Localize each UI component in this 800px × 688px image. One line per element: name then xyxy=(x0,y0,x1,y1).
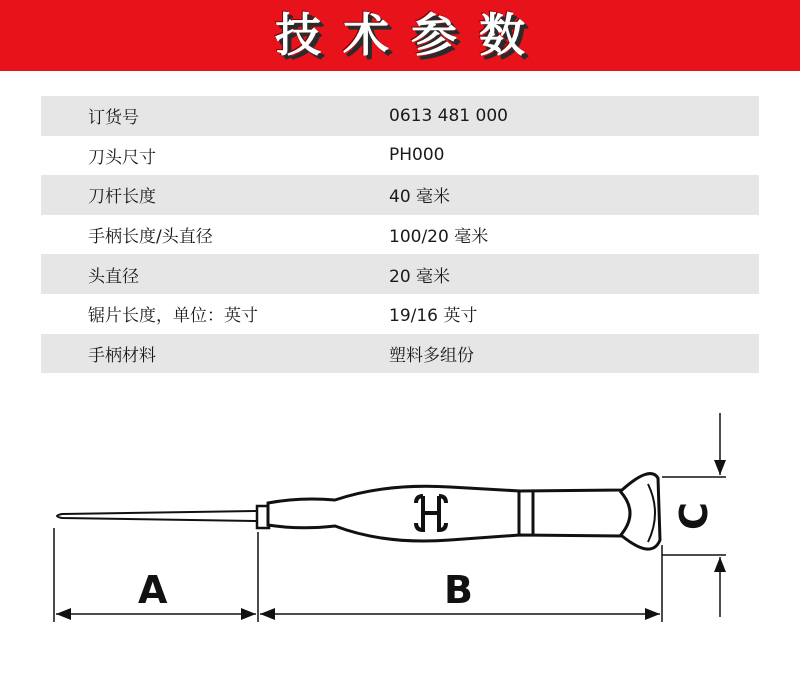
spec-label: 手柄材料 xyxy=(88,345,156,366)
spec-value: 40 毫米 xyxy=(389,187,451,208)
dimension-a-label: A xyxy=(138,568,168,612)
spec-label: 订货号 xyxy=(88,108,139,129)
spec-label: 刀杆长度 xyxy=(88,187,156,208)
spec-value: 19/16 英寸 xyxy=(389,306,478,327)
spec-value: 100/20 毫米 xyxy=(389,227,489,248)
spec-value: 20 毫米 xyxy=(389,266,451,287)
screwdriver-handle xyxy=(268,474,660,550)
dimension-b-label: B xyxy=(444,568,473,612)
spec-value: 塑料多组份 xyxy=(389,345,474,366)
dimension-c-label: C xyxy=(671,502,716,530)
screwdriver-blade xyxy=(57,511,258,521)
spec-value: 0613 481 000 xyxy=(389,105,508,126)
banner-title: 技术参数 xyxy=(275,8,547,62)
spec-label: 锯片长度，单位：英寸 xyxy=(88,306,258,327)
spec-label: 手柄长度/头直径 xyxy=(88,227,213,248)
spec-label: 头直径 xyxy=(88,266,139,287)
spec-value: PH000 xyxy=(389,145,445,166)
spec-label: 刀头尺寸 xyxy=(88,147,156,168)
